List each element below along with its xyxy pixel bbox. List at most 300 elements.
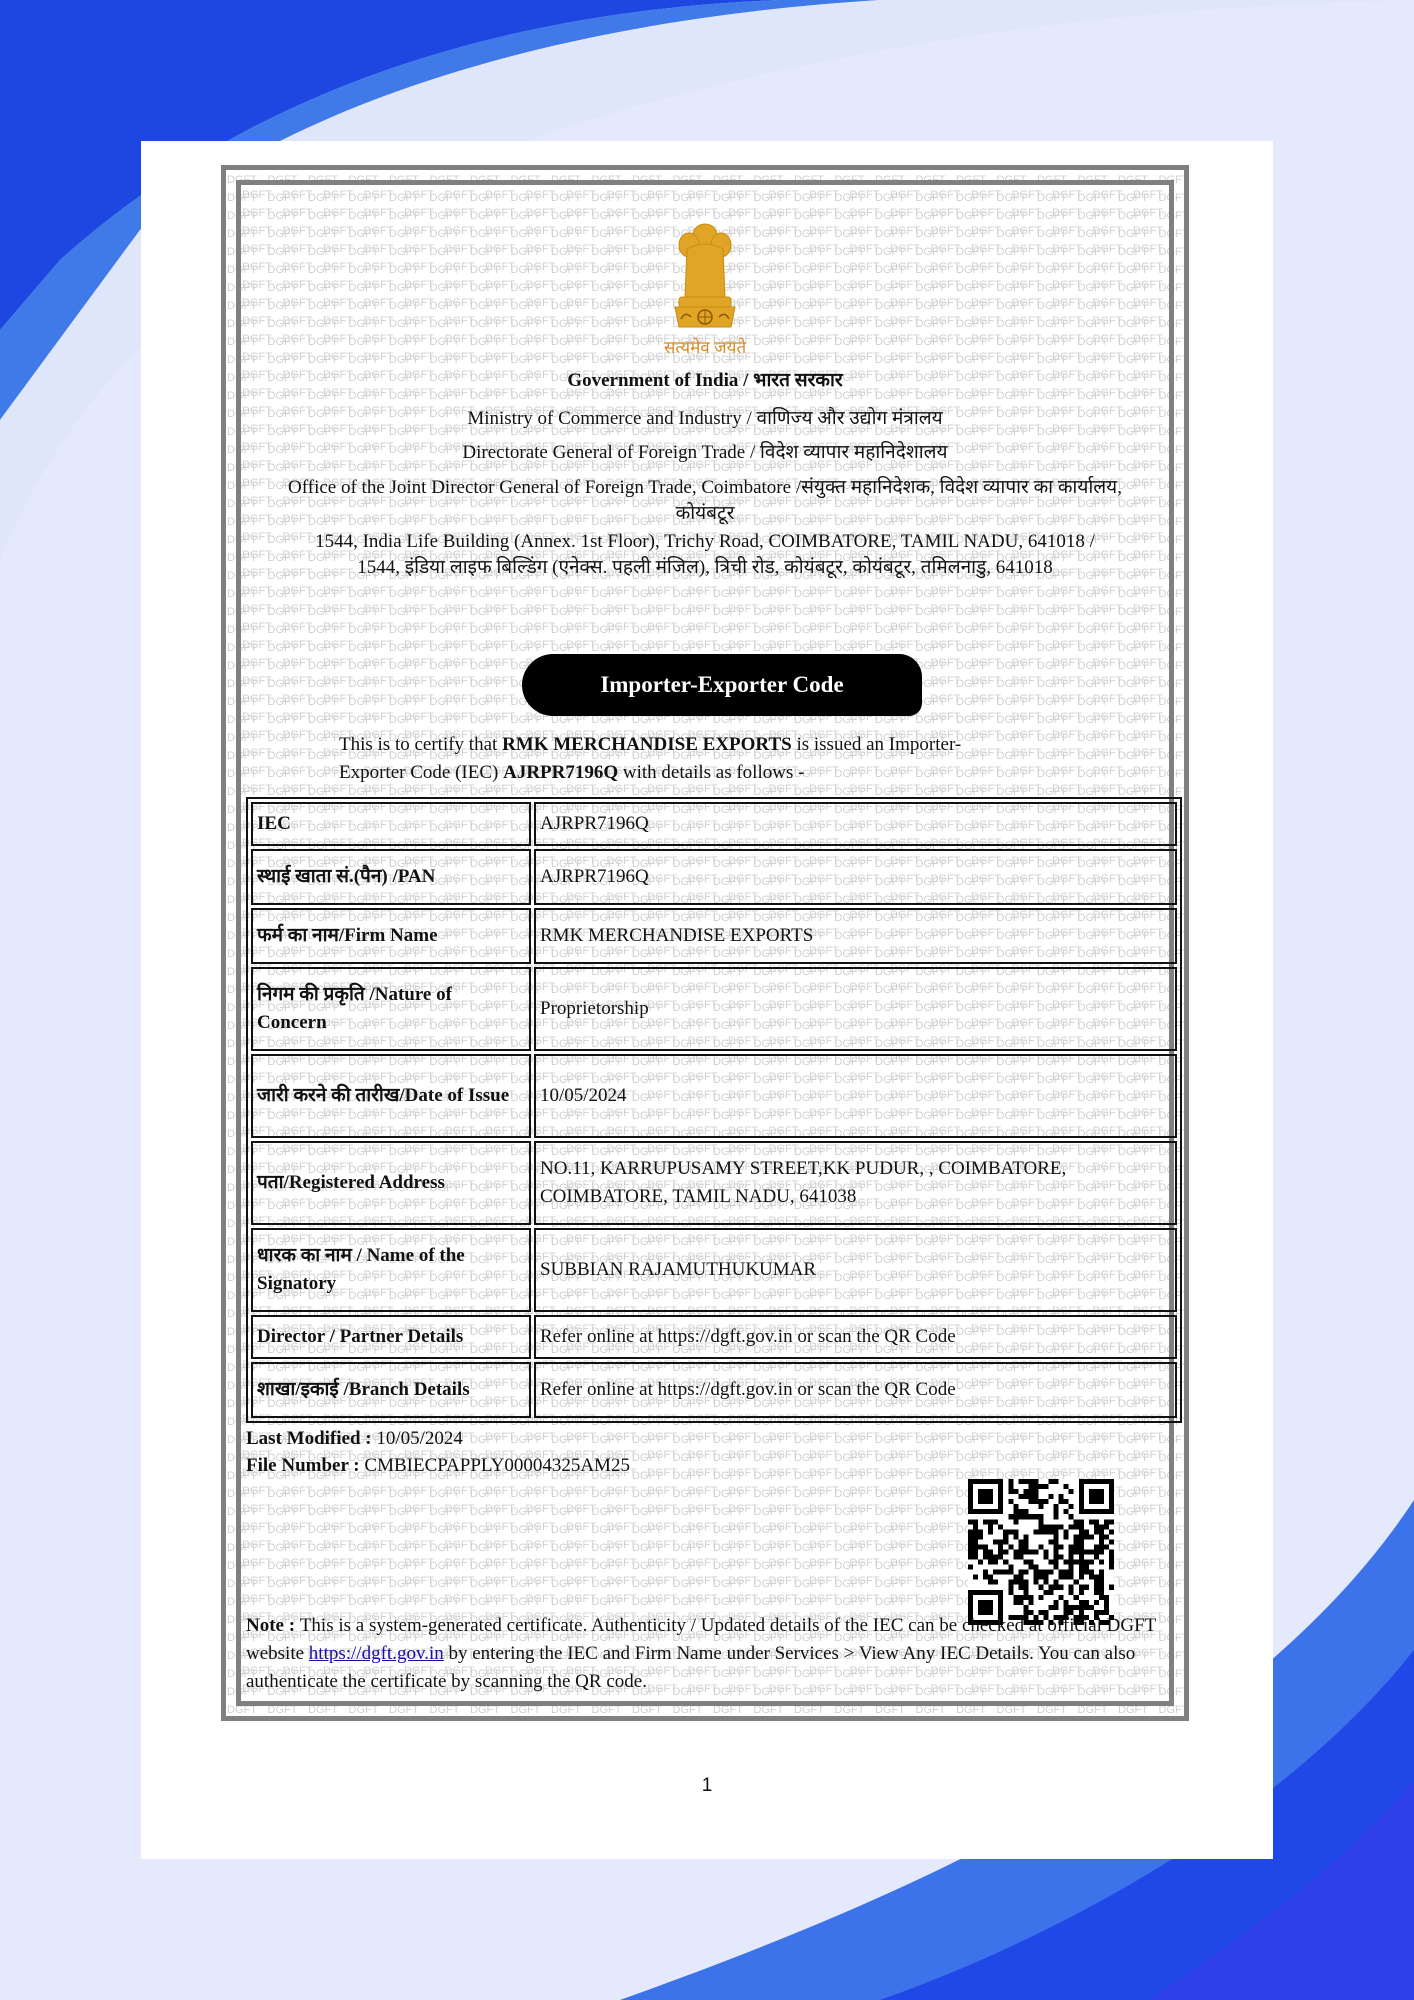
qr-module xyxy=(998,1570,1003,1575)
qr-module xyxy=(1064,1560,1069,1565)
qr-module xyxy=(1094,1575,1099,1580)
qr-module xyxy=(1003,1560,1008,1565)
qr-module xyxy=(1023,1549,1028,1554)
certify-prefix: This is to certify that xyxy=(339,734,503,755)
qr-module xyxy=(1013,1509,1018,1514)
qr-module xyxy=(1033,1479,1038,1484)
qr-module xyxy=(1079,1539,1084,1544)
qr-module xyxy=(1064,1605,1069,1610)
qr-module xyxy=(1049,1494,1054,1499)
qr-module xyxy=(1008,1479,1013,1484)
qr-module xyxy=(1109,1529,1114,1534)
qr-module xyxy=(968,1544,973,1549)
qr-module xyxy=(1008,1565,1013,1570)
qr-module xyxy=(1044,1580,1049,1585)
qr-module xyxy=(1064,1509,1069,1514)
row-value-pan: AJRPR7196Q xyxy=(534,849,1177,905)
row-value-firm-name: RMK MERCHANDISE EXPORTS xyxy=(534,908,1177,964)
qr-module xyxy=(1044,1590,1049,1595)
qr-module xyxy=(1074,1560,1079,1565)
qr-module xyxy=(1089,1575,1094,1580)
qr-module xyxy=(1079,1590,1084,1595)
qr-module xyxy=(1059,1595,1064,1600)
qr-module xyxy=(1054,1600,1059,1605)
qr-module xyxy=(1003,1549,1008,1554)
government-heading: Government of India / भारत सरकार xyxy=(567,370,843,391)
qr-module xyxy=(1008,1489,1013,1494)
qr-module xyxy=(1033,1529,1038,1534)
qr-module xyxy=(1018,1494,1023,1499)
qr-module xyxy=(1003,1529,1008,1534)
qr-module xyxy=(1018,1479,1023,1484)
qr-module xyxy=(1084,1570,1089,1575)
table-row xyxy=(251,967,1177,1051)
qr-module xyxy=(1054,1509,1059,1514)
qr-module xyxy=(1109,1549,1114,1554)
certify-suffix: with details as follows - xyxy=(618,762,805,783)
qr-module xyxy=(1008,1585,1013,1590)
qr-module xyxy=(1059,1524,1064,1529)
row-value-branch-details: Refer online at https://dgft.gov.in or scan the QR Code xyxy=(534,1362,1177,1418)
qr-module xyxy=(1049,1479,1054,1484)
qr-module xyxy=(993,1580,998,1585)
qr-module xyxy=(1069,1605,1074,1610)
qr-module xyxy=(1028,1595,1033,1600)
qr-module xyxy=(1109,1585,1114,1590)
qr-module xyxy=(998,1544,1003,1549)
qr-module xyxy=(1089,1570,1094,1575)
qr-code-icon[interactable] xyxy=(968,1479,1114,1625)
qr-module xyxy=(1013,1529,1018,1534)
qr-module xyxy=(1069,1590,1074,1595)
table-row xyxy=(251,1054,1177,1138)
last-modified-value: 10/05/2024 xyxy=(376,1428,463,1449)
qr-module xyxy=(1064,1484,1069,1489)
qr-module xyxy=(1038,1504,1043,1509)
qr-module xyxy=(1109,1555,1114,1560)
qr-module xyxy=(1084,1560,1089,1565)
qr-module xyxy=(1008,1570,1013,1575)
qr-module xyxy=(1008,1590,1013,1595)
qr-module xyxy=(1038,1529,1043,1534)
qr-module xyxy=(1099,1549,1104,1554)
qr-module xyxy=(1018,1600,1023,1605)
qr-module xyxy=(1099,1544,1104,1549)
qr-module xyxy=(1028,1484,1033,1489)
qr-module xyxy=(1084,1585,1089,1590)
qr-module xyxy=(1049,1529,1054,1534)
national-emblem-icon xyxy=(665,219,745,349)
qr-module xyxy=(1074,1595,1079,1600)
qr-module xyxy=(1079,1534,1084,1539)
qr-module xyxy=(1104,1524,1109,1529)
file-number-label: File Number : xyxy=(246,1455,365,1476)
qr-module xyxy=(1008,1514,1013,1519)
row-label-pan: स्थाई खाता सं.(पैन) /PAN xyxy=(251,849,531,905)
qr-module xyxy=(1084,1534,1089,1539)
qr-module xyxy=(1059,1585,1064,1590)
table-row xyxy=(251,802,1177,846)
qr-module xyxy=(1079,1529,1084,1534)
qr-module xyxy=(1044,1484,1049,1489)
note-label: Note : xyxy=(246,1615,300,1636)
table-row xyxy=(251,908,1177,964)
row-value-date-of-issue: 10/05/2024 xyxy=(534,1054,1177,1138)
qr-module xyxy=(1033,1580,1038,1585)
qr-module xyxy=(1018,1575,1023,1580)
qr-module xyxy=(993,1560,998,1565)
qr-module xyxy=(1079,1575,1084,1580)
qr-module xyxy=(973,1555,978,1560)
qr-module xyxy=(1054,1479,1059,1484)
qr-module xyxy=(1028,1479,1033,1484)
qr-module xyxy=(998,1524,1003,1529)
qr-module xyxy=(1099,1580,1104,1585)
row-value-registered-address: NO.11, KARRUPUSAMY STREET,KK PUDUR, , COIMBATORE, COIMBATORE, TAMIL NADU, 641038 xyxy=(534,1141,1177,1225)
row-value-nature-of-concern: Proprietorship xyxy=(534,967,1177,1051)
qr-module xyxy=(978,1489,993,1504)
qr-module xyxy=(973,1519,978,1524)
qr-module xyxy=(1038,1575,1043,1580)
qr-module xyxy=(1069,1575,1074,1580)
qr-module xyxy=(1059,1544,1064,1549)
qr-module xyxy=(1054,1565,1059,1570)
qr-module xyxy=(1018,1595,1023,1600)
table-row xyxy=(251,1362,1177,1418)
qr-module xyxy=(1033,1514,1038,1519)
qr-module xyxy=(1054,1560,1059,1565)
qr-module xyxy=(988,1575,993,1580)
ministry-heading: Ministry of Commerce and Industry / वाणिज्य और उद्योग मंत्रालय xyxy=(467,408,943,429)
qr-module xyxy=(1064,1600,1069,1605)
certify-line2 xyxy=(339,759,1059,787)
qr-module xyxy=(1023,1560,1028,1565)
qr-module xyxy=(1109,1565,1114,1570)
qr-module xyxy=(983,1544,988,1549)
qr-module xyxy=(1069,1585,1074,1590)
row-label-date-of-issue: जारी करने की तारीख/Date of Issue xyxy=(251,1054,531,1138)
qr-module xyxy=(988,1560,993,1565)
qr-module xyxy=(1013,1575,1018,1580)
qr-module xyxy=(1028,1600,1033,1605)
certify-firm-name: RMK MERCHANDISE EXPORTS xyxy=(502,734,792,755)
qr-module xyxy=(1038,1524,1043,1529)
qr-module xyxy=(983,1570,988,1575)
certify-iec: AJRPR7196Q xyxy=(503,762,619,783)
qr-module xyxy=(1018,1544,1023,1549)
qr-module xyxy=(1013,1519,1018,1524)
file-number xyxy=(246,1452,630,1479)
qr-module xyxy=(1049,1560,1054,1565)
qr-module xyxy=(993,1570,998,1575)
qr-module xyxy=(1003,1570,1008,1575)
dgft-website-link[interactable]: https://dgft.gov.in xyxy=(308,1643,444,1664)
qr-module xyxy=(1059,1555,1064,1560)
qr-module xyxy=(1069,1555,1074,1560)
row-label-branch-details: शाखा/इकाई /Branch Details xyxy=(251,1362,531,1418)
qr-module xyxy=(1084,1600,1089,1605)
qr-module xyxy=(1069,1549,1074,1554)
qr-module xyxy=(973,1549,978,1554)
qr-module xyxy=(1064,1534,1069,1539)
qr-module xyxy=(1084,1529,1089,1534)
qr-module xyxy=(1099,1570,1104,1575)
qr-module xyxy=(1033,1499,1038,1504)
qr-module xyxy=(1008,1484,1013,1489)
qr-module xyxy=(1013,1600,1018,1605)
qr-module xyxy=(1054,1555,1059,1560)
certificate-title: Importer-Exporter Code xyxy=(522,654,922,716)
qr-module xyxy=(1079,1549,1084,1554)
certify-middle: is issued an Importer- xyxy=(791,734,962,755)
row-label-director-details: Director / Partner Details xyxy=(251,1315,531,1359)
details-table xyxy=(246,797,1182,1423)
qr-module xyxy=(1023,1544,1028,1549)
qr-module xyxy=(1008,1529,1013,1534)
row-label-signatory: धारक का नाम / Name of the Signatory xyxy=(251,1228,531,1312)
qr-module xyxy=(1094,1519,1099,1524)
qr-module xyxy=(998,1555,1003,1560)
qr-module xyxy=(1013,1534,1018,1539)
qr-module xyxy=(1028,1514,1033,1519)
qr-module xyxy=(1104,1605,1109,1610)
qr-module xyxy=(1038,1499,1043,1504)
qr-module xyxy=(1079,1570,1084,1575)
qr-module xyxy=(1018,1509,1023,1514)
qr-module xyxy=(1023,1539,1028,1544)
qr-module xyxy=(1049,1524,1054,1529)
row-label-nature-of-concern: निगम की प्रकृति /Nature of Concern xyxy=(251,967,531,1051)
qr-module xyxy=(1094,1529,1099,1534)
qr-module xyxy=(1018,1514,1023,1519)
qr-module xyxy=(1054,1529,1059,1534)
qr-module xyxy=(1038,1484,1043,1489)
qr-module xyxy=(1089,1605,1094,1610)
qr-module xyxy=(1018,1570,1023,1575)
qr-module xyxy=(1059,1575,1064,1580)
office-address-line2: 1544, इंडिया लाइफ बिल्डिंग (एनेक्स. पहली मंजिल), त्रिची रोड, कोयंबटूर, कोयंबटूर, तमिलनाडु, 641018 xyxy=(357,557,1053,578)
qr-module xyxy=(988,1519,993,1524)
qr-module xyxy=(983,1575,988,1580)
office-heading-line2: कोयंबटूर xyxy=(675,503,735,524)
qr-module xyxy=(978,1560,983,1565)
table-row xyxy=(251,849,1177,905)
qr-module xyxy=(973,1534,978,1539)
certify-line2-prefix: Exporter Code (IEC) xyxy=(339,762,504,783)
qr-module xyxy=(1069,1544,1074,1549)
qr-module xyxy=(1069,1560,1074,1565)
qr-module xyxy=(1008,1580,1013,1585)
qr-module xyxy=(1013,1595,1018,1600)
qr-module xyxy=(1044,1570,1049,1575)
qr-module xyxy=(1023,1585,1028,1590)
row-label-registered-address: पता/Registered Address xyxy=(251,1141,531,1225)
qr-module xyxy=(1069,1570,1074,1575)
qr-module xyxy=(1023,1580,1028,1585)
qr-module xyxy=(1089,1519,1094,1524)
qr-module xyxy=(988,1549,993,1554)
certify-line1 xyxy=(339,731,1059,759)
qr-module xyxy=(1038,1514,1043,1519)
qr-module xyxy=(1074,1580,1079,1585)
qr-module xyxy=(1003,1539,1008,1544)
row-value-iec: AJRPR7196Q xyxy=(534,802,1177,846)
qr-module xyxy=(1079,1600,1084,1605)
note-text xyxy=(246,1612,1156,1696)
qr-module xyxy=(1094,1544,1099,1549)
qr-module xyxy=(1044,1555,1049,1560)
emblem-motto: सत्यमेव जयते xyxy=(663,338,747,357)
qr-module xyxy=(1104,1534,1109,1539)
qr-module xyxy=(1069,1489,1074,1494)
qr-module xyxy=(1044,1499,1049,1504)
qr-module xyxy=(1044,1549,1049,1554)
qr-module xyxy=(968,1534,973,1539)
qr-module xyxy=(993,1555,998,1560)
qr-module xyxy=(1069,1524,1074,1529)
qr-module xyxy=(1079,1565,1084,1570)
qr-module xyxy=(1059,1494,1064,1499)
qr-module xyxy=(1049,1590,1054,1595)
qr-module xyxy=(1018,1585,1023,1590)
row-label-iec: IEC xyxy=(251,802,531,846)
qr-module xyxy=(1054,1605,1059,1610)
qr-module xyxy=(1018,1555,1023,1560)
qr-module xyxy=(1079,1555,1084,1560)
qr-module xyxy=(998,1539,1003,1544)
certificate-inner-border xyxy=(236,180,1174,1706)
qr-module xyxy=(1084,1549,1089,1554)
qr-module xyxy=(1033,1489,1038,1494)
qr-module xyxy=(1074,1539,1079,1544)
qr-module xyxy=(1054,1524,1059,1529)
qr-module xyxy=(1023,1595,1028,1600)
qr-module xyxy=(1023,1479,1028,1484)
qr-module xyxy=(1054,1534,1059,1539)
qr-module xyxy=(1028,1560,1033,1565)
qr-module xyxy=(1054,1539,1059,1544)
qr-module xyxy=(1079,1560,1084,1565)
qr-module xyxy=(1044,1529,1049,1534)
qr-module xyxy=(1003,1534,1008,1539)
qr-module xyxy=(978,1529,983,1534)
qr-module xyxy=(1079,1519,1084,1524)
qr-module xyxy=(1008,1544,1013,1549)
qr-module xyxy=(1094,1524,1099,1529)
qr-module xyxy=(1023,1489,1028,1494)
file-number-value: CMBIECPAPPLY00004325AM25 xyxy=(364,1455,630,1476)
table-row xyxy=(251,1315,1177,1359)
qr-module xyxy=(1099,1539,1104,1544)
qr-module xyxy=(1028,1489,1033,1494)
qr-module xyxy=(1079,1585,1084,1590)
qr-module xyxy=(1023,1534,1028,1539)
qr-module xyxy=(1104,1600,1109,1605)
qr-module xyxy=(1018,1539,1023,1544)
qr-module xyxy=(1038,1595,1043,1600)
qr-module xyxy=(1074,1544,1079,1549)
qr-module xyxy=(1064,1575,1069,1580)
qr-module xyxy=(1013,1504,1018,1509)
qr-module xyxy=(1033,1484,1038,1489)
qr-module xyxy=(983,1519,988,1524)
qr-module xyxy=(1089,1549,1094,1554)
qr-module xyxy=(1023,1494,1028,1499)
qr-module xyxy=(1033,1575,1038,1580)
office-address-line1: 1544, India Life Building (Annex. 1st Floor), Trichy Road, COIMBATORE, TAMIL NADU, 641018 / xyxy=(315,531,1095,552)
qr-module xyxy=(968,1519,973,1524)
qr-module xyxy=(1099,1560,1104,1565)
qr-module xyxy=(988,1529,993,1534)
qr-module xyxy=(998,1549,1003,1554)
qr-module xyxy=(1038,1585,1043,1590)
qr-module xyxy=(1089,1534,1094,1539)
qr-module xyxy=(993,1539,998,1544)
qr-module xyxy=(1038,1544,1043,1549)
qr-module xyxy=(1069,1565,1074,1570)
qr-module xyxy=(1074,1605,1079,1610)
note-text-part2: by entering the IEC and Firm Name under Services > View Any IEC Details. You can also authenticate the certificate by scanning the QR code. xyxy=(246,1643,1136,1692)
qr-module xyxy=(1094,1585,1099,1590)
qr-module xyxy=(1023,1509,1028,1514)
qr-module xyxy=(1054,1580,1059,1585)
qr-module xyxy=(978,1534,983,1539)
qr-module xyxy=(1049,1570,1054,1575)
qr-module xyxy=(1013,1555,1018,1560)
qr-module xyxy=(1089,1560,1094,1565)
last-modified xyxy=(246,1425,463,1452)
qr-module xyxy=(1109,1519,1114,1524)
qr-module xyxy=(1028,1499,1033,1504)
qr-module xyxy=(978,1544,983,1549)
qr-module xyxy=(973,1544,978,1549)
qr-module xyxy=(1079,1544,1084,1549)
qr-module xyxy=(1104,1544,1109,1549)
qr-module xyxy=(1018,1549,1023,1554)
certificate-page xyxy=(141,141,1273,1859)
qr-module xyxy=(1023,1514,1028,1519)
qr-module xyxy=(1023,1570,1028,1575)
row-value-director-details: Refer online at https://dgft.gov.in or scan the QR Code xyxy=(534,1315,1177,1359)
qr-module xyxy=(1054,1544,1059,1549)
qr-module xyxy=(1028,1565,1033,1570)
qr-module xyxy=(1028,1549,1033,1554)
qr-module xyxy=(973,1575,978,1580)
certificate-border xyxy=(221,165,1189,1721)
qr-module xyxy=(1069,1504,1074,1509)
qr-module xyxy=(1094,1549,1099,1554)
table-row xyxy=(251,1228,1177,1312)
qr-module xyxy=(1038,1570,1043,1575)
note-text-part1: This is a system-generated certificate. Authenticity / Updated details of the IEC can be checked at official DGFT website xyxy=(246,1615,1156,1664)
qr-module xyxy=(1099,1590,1104,1595)
qr-module xyxy=(1074,1549,1079,1554)
qr-module xyxy=(1099,1595,1104,1600)
qr-module xyxy=(1064,1499,1069,1504)
qr-module xyxy=(1064,1570,1069,1575)
qr-module xyxy=(1094,1590,1099,1595)
qr-module xyxy=(1099,1575,1104,1580)
qr-module xyxy=(1038,1519,1043,1524)
qr-module xyxy=(1054,1504,1059,1509)
last-modified-label: Last Modified : xyxy=(246,1428,377,1449)
row-label-firm-name: फर्म का नाम/Firm Name xyxy=(251,908,531,964)
qr-module xyxy=(1023,1590,1028,1595)
qr-module xyxy=(1059,1499,1064,1504)
qr-module xyxy=(988,1555,993,1560)
qr-module xyxy=(1054,1514,1059,1519)
qr-module xyxy=(1044,1524,1049,1529)
